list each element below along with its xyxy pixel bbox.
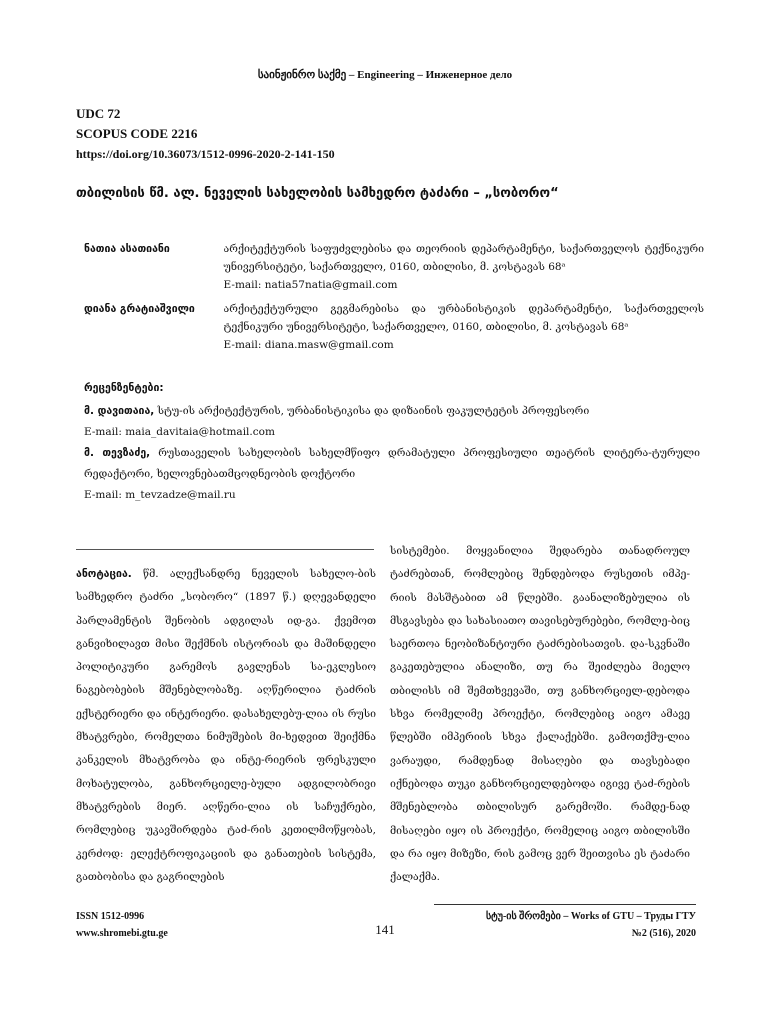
issue-number: №2 (516), 2020 <box>631 928 696 939</box>
issn: ISSN 1512-0996 <box>76 911 145 922</box>
article-metadata <box>76 104 335 164</box>
author-list <box>84 240 704 360</box>
reviewer-title: რუსთაველის სახელობის სახელმწიფო დრამატული პროფესიული თეატრის ლიტერა-ტურული რედაქტორი, ხელოვნებათმცოდნეობის დოქტორი <box>84 447 701 480</box>
reviewers-heading: რეცენზენტები: <box>84 382 164 394</box>
author-affiliation <box>224 240 704 294</box>
article-title: თბილისის წმ. ალ. ნეველის სახელობის სამხედრო ტაძარი – „სობორო“ <box>76 186 559 201</box>
reviewers-section <box>84 378 700 506</box>
reviewer-name: მ. დავითაია, <box>84 405 155 417</box>
journal-website[interactable]: www.shromebi.gtu.ge <box>76 928 168 939</box>
abstract-heading: ანოტაცია. <box>76 568 132 580</box>
reviewer-email[interactable]: E-mail: m_tevzadze@mail.ru <box>84 489 236 501</box>
footer-divider <box>434 904 696 905</box>
reviewer-name: მ. თევზაძე, <box>84 447 151 459</box>
affiliation-text: არქიტექტურის საფუძვლებისა და თეორიის დეპარტამენტი, საქართველოს ტექნიკური უნივერსიტეტი, საქართველო, 0160, თბილისი, მ. კოსტავას 68ᵃ <box>223 243 704 273</box>
author-email[interactable]: E-mail: natia57natia@gmail.com <box>223 279 398 291</box>
reviewer-email[interactable]: E-mail: maia_davitaia@hotmail.com <box>84 426 275 438</box>
reviewer-entry <box>84 401 700 422</box>
running-header: საინჟინრო საქმე – Engineering – Инженерное дело <box>257 69 513 81</box>
author-name: დიანა გრატიაშვილი <box>84 303 195 315</box>
author-email[interactable]: E-mail: diana.masw@gmail.com <box>223 339 394 351</box>
author-name: ნათია ასათიანი <box>84 243 170 255</box>
journal-name: სტუ-ის შრომები – Works of GTU – Труды ГТУ <box>485 911 696 922</box>
reviewer-title: სტუ-ის არქიტექტურის, ურბანისტიკისა და დიზაინის ფაკულტეტის პროფესორი <box>154 405 590 417</box>
section-divider <box>76 549 374 550</box>
author-entry <box>84 300 704 354</box>
udc-code: UDC 72 <box>76 106 121 121</box>
author-affiliation <box>224 300 704 354</box>
scopus-code: SCOPUS CODE 2216 <box>76 126 198 141</box>
affiliation-text: არქიტექტურული გეგმარებისა და ურბანისტიკის დეპარტამენტი, საქართველოს ტექნიკური უნივერსიტეტი, საქართველო, 0160, თბილისი, მ. კოსტავას 68ᵃ <box>223 303 704 333</box>
abstract-text-left: წმ. ალექსანდრე ნეველის სახელო-ბის სამხედრო ტაძრი „სობორო“ (1897 წ.) დღევანდელი პარლამენტის შენობის ადგილას იდ-გა. ქვემოთ განვიხილავთ მისი შექმნის ისტორიას და მაშინდელი პოლიტიკური გარემოს გავლენას სა-ეკლესიო ნაგებობების მშენებლობაზე. აღწერილია ტაძრის ექსტერიერი და ინტერიერი. დასახელებუ-ლია ის რუსი მხატვრები, რომელთა ნიმუშების მი-ხედვით შეიქმნა კანკელის მხატვრობა და ინტე-რიერის ფრესკული მოხატულობა, განხორციელე-ბული ადგილობრივი მხატვრების მიერ. აღწერი-ლია ის საჩუქრები, რომლებიც უკავშირდება ტაძ-რის კეთილმოწყობას, კერძოდ: ელექტროფიკაციის და განათების სისტემა, გათბობისა და გაგრილების <box>76 568 376 883</box>
doi-link[interactable]: https://doi.org/10.36073/1512-0996-2020-2-141-150 <box>76 147 335 161</box>
author-entry <box>84 240 704 294</box>
abstract-column-left <box>76 563 376 889</box>
page-number: 141 <box>375 922 395 937</box>
abstract-column-right: სისტემები. მოყვანილია შედარება თანადროულ ტაძრებთან, რომლებიც შენდებოდა რუსეთის იმპე-რიის მასშტაბით ამ წლებში. გაანალიზებულია ის მსგავსება და სახასიათო თავისებურებები, რომლე-ბიც საერთოა ნეობიზანტიური ტაძრებისათვის. და-სკვნაში გაკეთებულია ანალიზი, თუ რა შეიძლება მიელო თბილისს იმ შემთხვევაში, თუ განხორციელ-დებოდა სხვა რომელიმე პროექტი, რომლებიც აიგო ამავე წლებში იმპერიის სხვა ქალაქებში. გამოთქმუ-ლია ვარაუდი, რამდენად მისაღები და თავსებადი იქნებოდა თუკი განხორციელდებოდა იგივე ტაძ-რების მშენებლობა თბილისურ გარემოში. რამდე-ნად მისაღები იყო ის პროექტი, რომელიც აიგო თბილისში და რა იყო მიზეზი, რის გამოც ვერ შეითვისა ეს ტაძარი ქალაქმა. <box>390 545 690 884</box>
reviewer-entry <box>84 443 700 485</box>
footer-right <box>486 908 696 942</box>
